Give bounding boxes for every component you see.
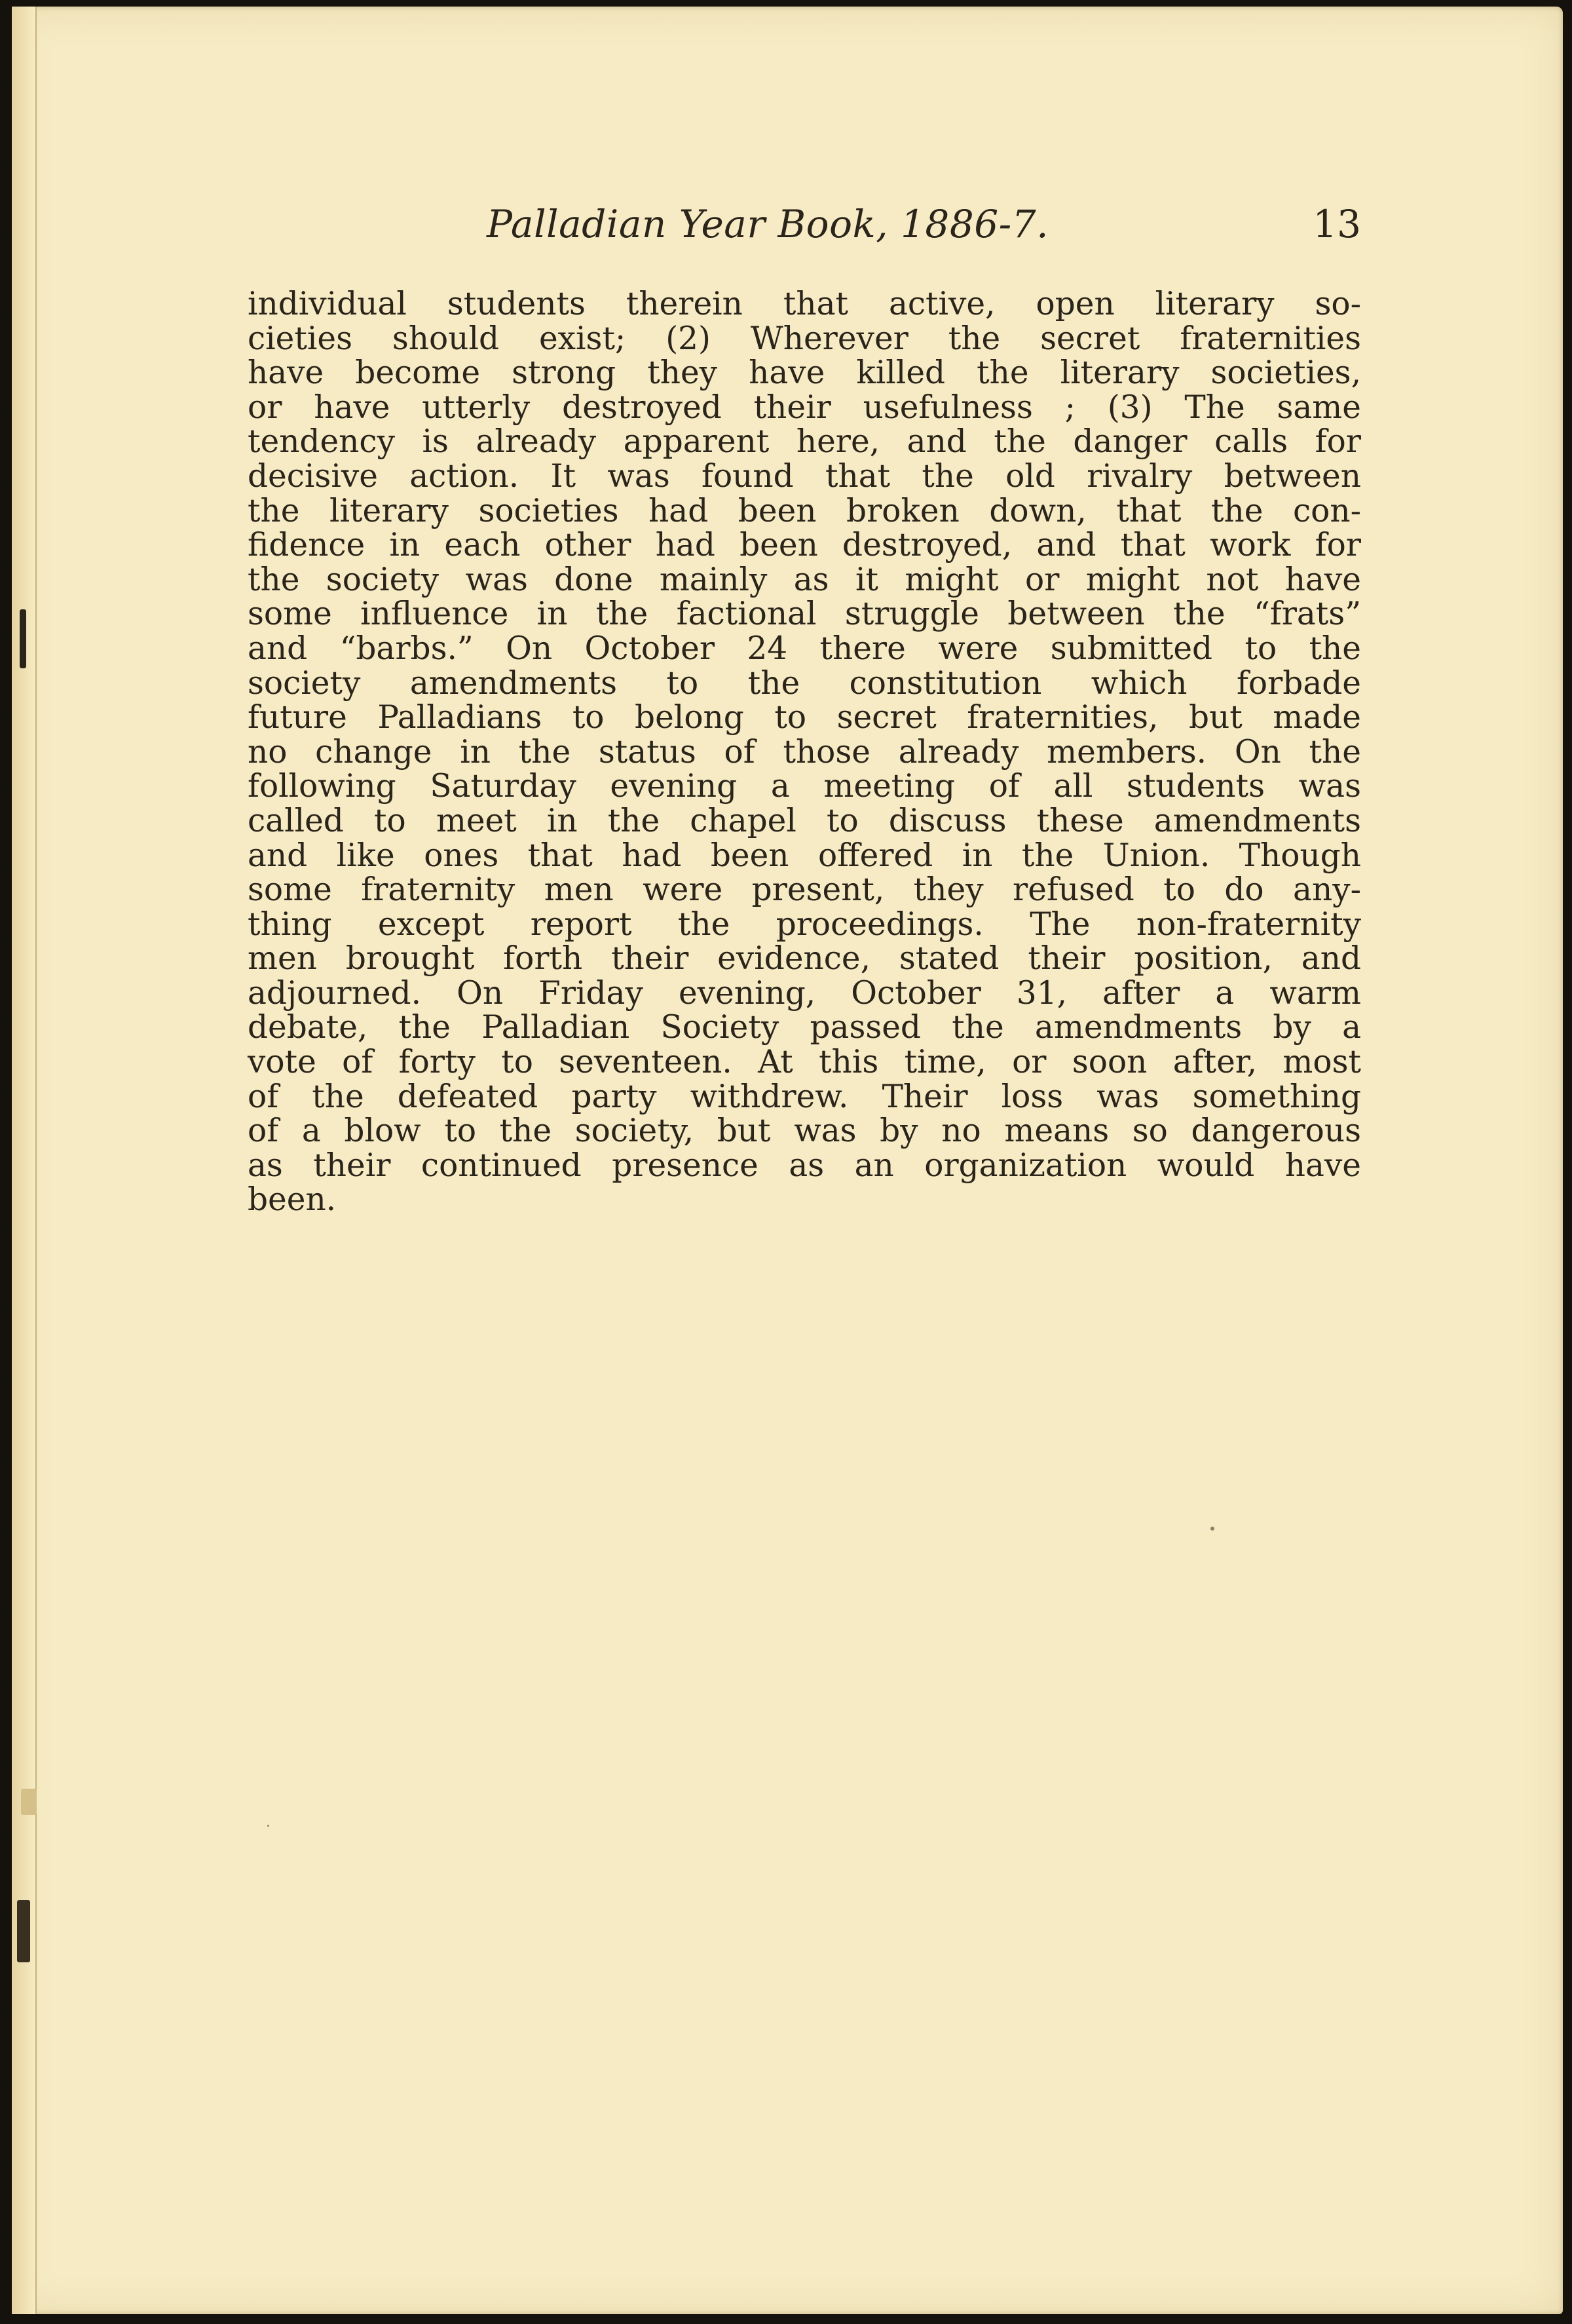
text-line: adjourned. On Friday evening, October 31, after a warm bbox=[248, 974, 1361, 1012]
running-title: Palladian Year Book, 1886-7. bbox=[487, 202, 1049, 246]
body-text bbox=[248, 287, 1361, 1217]
paper-speck bbox=[1210, 1527, 1214, 1531]
text-line: men brought forth their evidence, stated their position, and bbox=[248, 940, 1361, 978]
binding-damage-mark bbox=[21, 1789, 37, 1815]
text-line: the literary societies had been broken down, that the con- bbox=[248, 492, 1361, 529]
binding-damage-mark bbox=[17, 1900, 30, 1962]
text-line: or have utterly destroyed their usefulness ; (3) The same bbox=[248, 389, 1361, 426]
text-line: some influence in the factional struggle between the “frats” bbox=[248, 596, 1361, 633]
text-line: decisive action. It was found that the old rivalry between bbox=[248, 457, 1361, 495]
text-line: individual students therein that active, open literary so- bbox=[248, 286, 1361, 322]
text-line: following Saturday evening a meeting of all students was bbox=[248, 768, 1361, 805]
text-line: future Palladians to belong to secret fraternities, but made bbox=[248, 699, 1361, 736]
text-line: have become strong they have killed the literary societies, bbox=[248, 354, 1361, 392]
text-line: the society was done mainly as it might or might not have bbox=[248, 561, 1361, 598]
text-line: of a blow to the society, but was by no means so dangerous bbox=[248, 1113, 1361, 1150]
paper-speck bbox=[267, 1825, 269, 1827]
binding-gutter bbox=[12, 7, 37, 2314]
page-number: 13 bbox=[1313, 202, 1361, 246]
text-line: debate, the Palladian Society passed the amendments by a bbox=[248, 1009, 1361, 1046]
text-line: no change in the status of those already members. On the bbox=[248, 733, 1361, 771]
text-line: thing except report the proceedings. The non-fraternity bbox=[248, 905, 1361, 943]
text-line: and “barbs.” On October 24 there were submitted to the bbox=[248, 630, 1361, 667]
text-line: fidence in each other had been destroyed, and that work for bbox=[248, 527, 1361, 564]
text-line: and like ones that had been offered in the Union. Though bbox=[248, 837, 1361, 874]
text-line: been. bbox=[248, 1181, 337, 1219]
text-line: cieties should exist; (2) Wherever the secret fraternities bbox=[248, 320, 1361, 357]
binding-damage-mark bbox=[20, 609, 26, 668]
text-line: society amendments to the constitution which forbade bbox=[248, 664, 1361, 702]
text-line: tendency is already apparent here, and the danger calls for bbox=[248, 423, 1361, 461]
text-line: of the defeated party withdrew. Their loss was something bbox=[248, 1078, 1361, 1115]
book-page bbox=[12, 7, 1563, 2314]
text-line: vote of forty to seventeen. At this time, or soon after, most bbox=[248, 1044, 1361, 1081]
text-line: some fraternity men were present, they refused to do any- bbox=[248, 871, 1361, 909]
text-line: as their continued presence as an organization would have bbox=[248, 1147, 1361, 1184]
text-line: called to meet in the chapel to discuss these amendments bbox=[248, 802, 1361, 839]
page-header bbox=[248, 202, 1361, 254]
